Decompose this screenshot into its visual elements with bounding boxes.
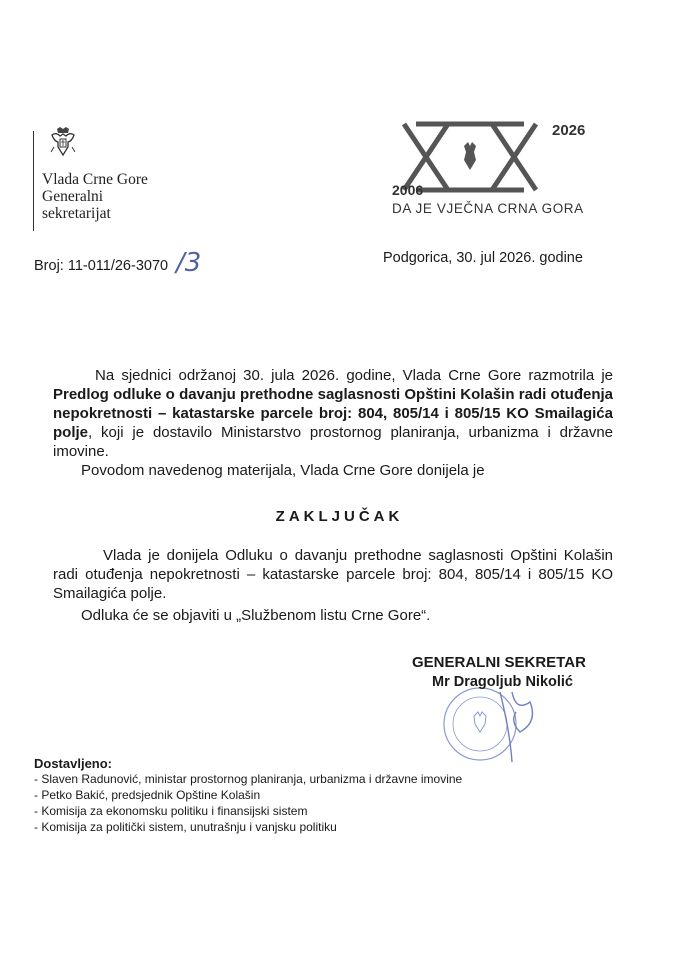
header-divider [33, 131, 34, 231]
paragraph-publication: Odluka će se objaviti u „Službenom listu Crne Gore“. [81, 607, 431, 624]
paragraph-adopted: Povodom navedenog materijala, Vlada Crne Gore donijela je [81, 462, 485, 479]
anniversary-logo [392, 118, 612, 218]
document-number: Broj: 11-011/26-3070 [34, 258, 169, 274]
distribution-title: Dostavljeno: [34, 756, 113, 771]
distribution-item: - Komisija za ekonomsku politiku i finansijski sistem [34, 803, 462, 819]
conclusion-title: ZAKLJUČAK [275, 508, 404, 525]
gov-line-1: Vlada Crne Gore [42, 171, 148, 188]
handwritten-number: /3 [176, 248, 202, 278]
government-name [42, 171, 148, 222]
p1-outro: , koji je dostavilo Ministarstvo prostornog planiranja, urbanizma i državne imovine. [53, 424, 613, 460]
anniversary-year-start: 2006 [392, 182, 424, 198]
distribution-list [34, 771, 462, 835]
gov-line-2: Generalni [42, 188, 104, 205]
coat-of-arms-icon [48, 125, 78, 161]
document-date: Podgorica, 30. jul 2026. godine [383, 250, 583, 266]
signatory-name: Mr Dragoljub Nikolić [432, 674, 573, 690]
distribution-item: - Petko Bakić, predsjednik Opštine Kolašin [34, 787, 462, 803]
p1-intro: Na sjednici održanoj 30. jula 2026. godine, Vlada Crne Gore razmotrila je [95, 367, 613, 384]
paragraph-decision: Vlada je donijela Odluku o davanju prethodne saglasnosti Opštini Kolašin radi otuđenja nepokretnosti – katastarske parcele broj: 804, 805/14 i 805/15 KO Smailagića polje. [53, 547, 613, 602]
gov-line-3: sekretarijat [42, 205, 111, 222]
p1-proposal-title: Predlog odluke o davanju prethodne saglasnosti Opštini Kolašin radi otuđenja nepokretnosti – katastarske parcele broj: 804, 805/14 i 805/15 KO Smailagića polje [53, 386, 613, 441]
government-block [40, 125, 148, 231]
signatory-title: GENERALNI SEKRETAR [412, 654, 586, 671]
distribution-item: - Komisija za politički sistem, unutrašnju i vanjsku politiku [34, 819, 462, 835]
anniversary-motto: DA JE VJEČNA CRNA GORA [392, 201, 584, 216]
government-header [33, 125, 148, 231]
anniversary-year-end: 2026 [552, 122, 586, 139]
paragraph-session [53, 366, 613, 461]
distribution-item: - Slaven Radunović, ministar prostornog planiranja, urbanizma i državne imovine [34, 771, 462, 787]
